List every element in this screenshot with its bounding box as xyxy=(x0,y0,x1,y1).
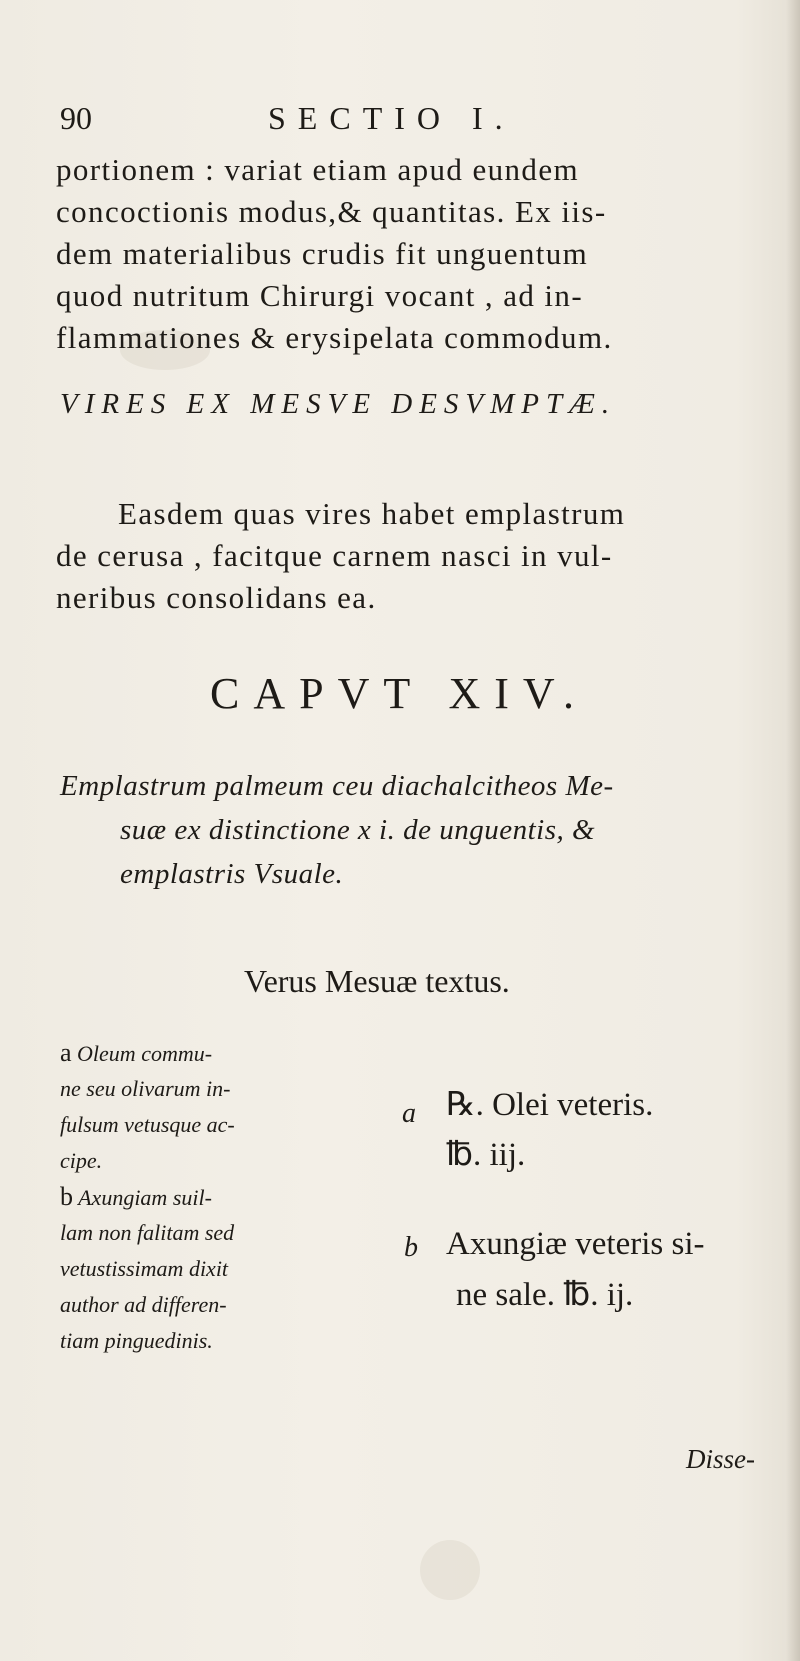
recipe-letter-a: a xyxy=(402,1098,416,1129)
recipe-b-line-1: Axungiæ veteris si- xyxy=(446,1226,705,1262)
text-heading: Verus Mesuæ textus. xyxy=(244,963,510,999)
recipe-a-line-1: ℞. Olei veteris. xyxy=(446,1087,654,1123)
page-header xyxy=(60,100,760,150)
note-b-line-4: author ad differen- xyxy=(60,1292,227,1317)
note-b-line-3: vetustissimam dixit xyxy=(60,1256,229,1281)
note-text: Oleum commu- xyxy=(77,1041,213,1066)
paper-stain xyxy=(420,1540,480,1600)
note-b-line-1 xyxy=(60,1180,212,1215)
catchword: Disse- xyxy=(686,1444,755,1474)
chapter-title: CAPVT XIV. xyxy=(210,669,588,718)
page-number: 90 xyxy=(60,100,92,136)
chapter-summary-line-2: suæ ex distinctione x i. de unguentis, & xyxy=(120,814,596,846)
note-letter: a xyxy=(60,1038,72,1067)
recipe-a-line-2: ℔. iij. xyxy=(446,1137,526,1173)
body-line-1: portionem : variat etiam apud eundem xyxy=(56,152,579,187)
note-a-line-3: fulsum vetusque ac- xyxy=(60,1112,235,1137)
body-line-3: dem materialibus crudis fit unguentum xyxy=(56,236,589,271)
chapter-summary-line-1: Emplastrum palmeum ceu diachalcitheos Me- xyxy=(60,770,614,802)
body-line-5: flammationes & erysipelata commodum. xyxy=(56,320,613,355)
chapter-summary-line-3: emplastris Vsuale. xyxy=(120,858,344,890)
note-text: Axungiam suil- xyxy=(78,1185,212,1210)
note-b-line-2: lam non falitam sed xyxy=(60,1220,235,1245)
body-line-4: quod nutritum Chirurgi vocant , ad in- xyxy=(56,278,584,313)
page-edge-shadow xyxy=(786,0,800,1661)
note-a-line-4: cipe. xyxy=(60,1148,103,1173)
recipe-letter-b: b xyxy=(404,1232,418,1263)
note-letter: b xyxy=(60,1182,73,1211)
recipe-b-line-2: ne sale. ℔. ij. xyxy=(456,1277,634,1313)
vires-line-1: Easdem quas vires habet emplastrum xyxy=(118,496,626,531)
note-a-line-1 xyxy=(60,1036,212,1071)
vires-line-3: neribus consolidans ea. xyxy=(56,580,377,615)
vires-line-2: de cerusa , facitque carnem nasci in vul- xyxy=(56,538,613,573)
section-title: VIRES EX MESVE DESVMPTÆ. xyxy=(60,388,617,420)
note-a-line-2: ne seu olivarum in- xyxy=(60,1076,231,1101)
body-line-2: concoctionis modus,& quantitas. Ex iis- xyxy=(56,194,607,229)
running-head: SECTIO I. xyxy=(268,100,515,136)
note-b-line-5: tiam pinguedinis. xyxy=(60,1328,213,1353)
